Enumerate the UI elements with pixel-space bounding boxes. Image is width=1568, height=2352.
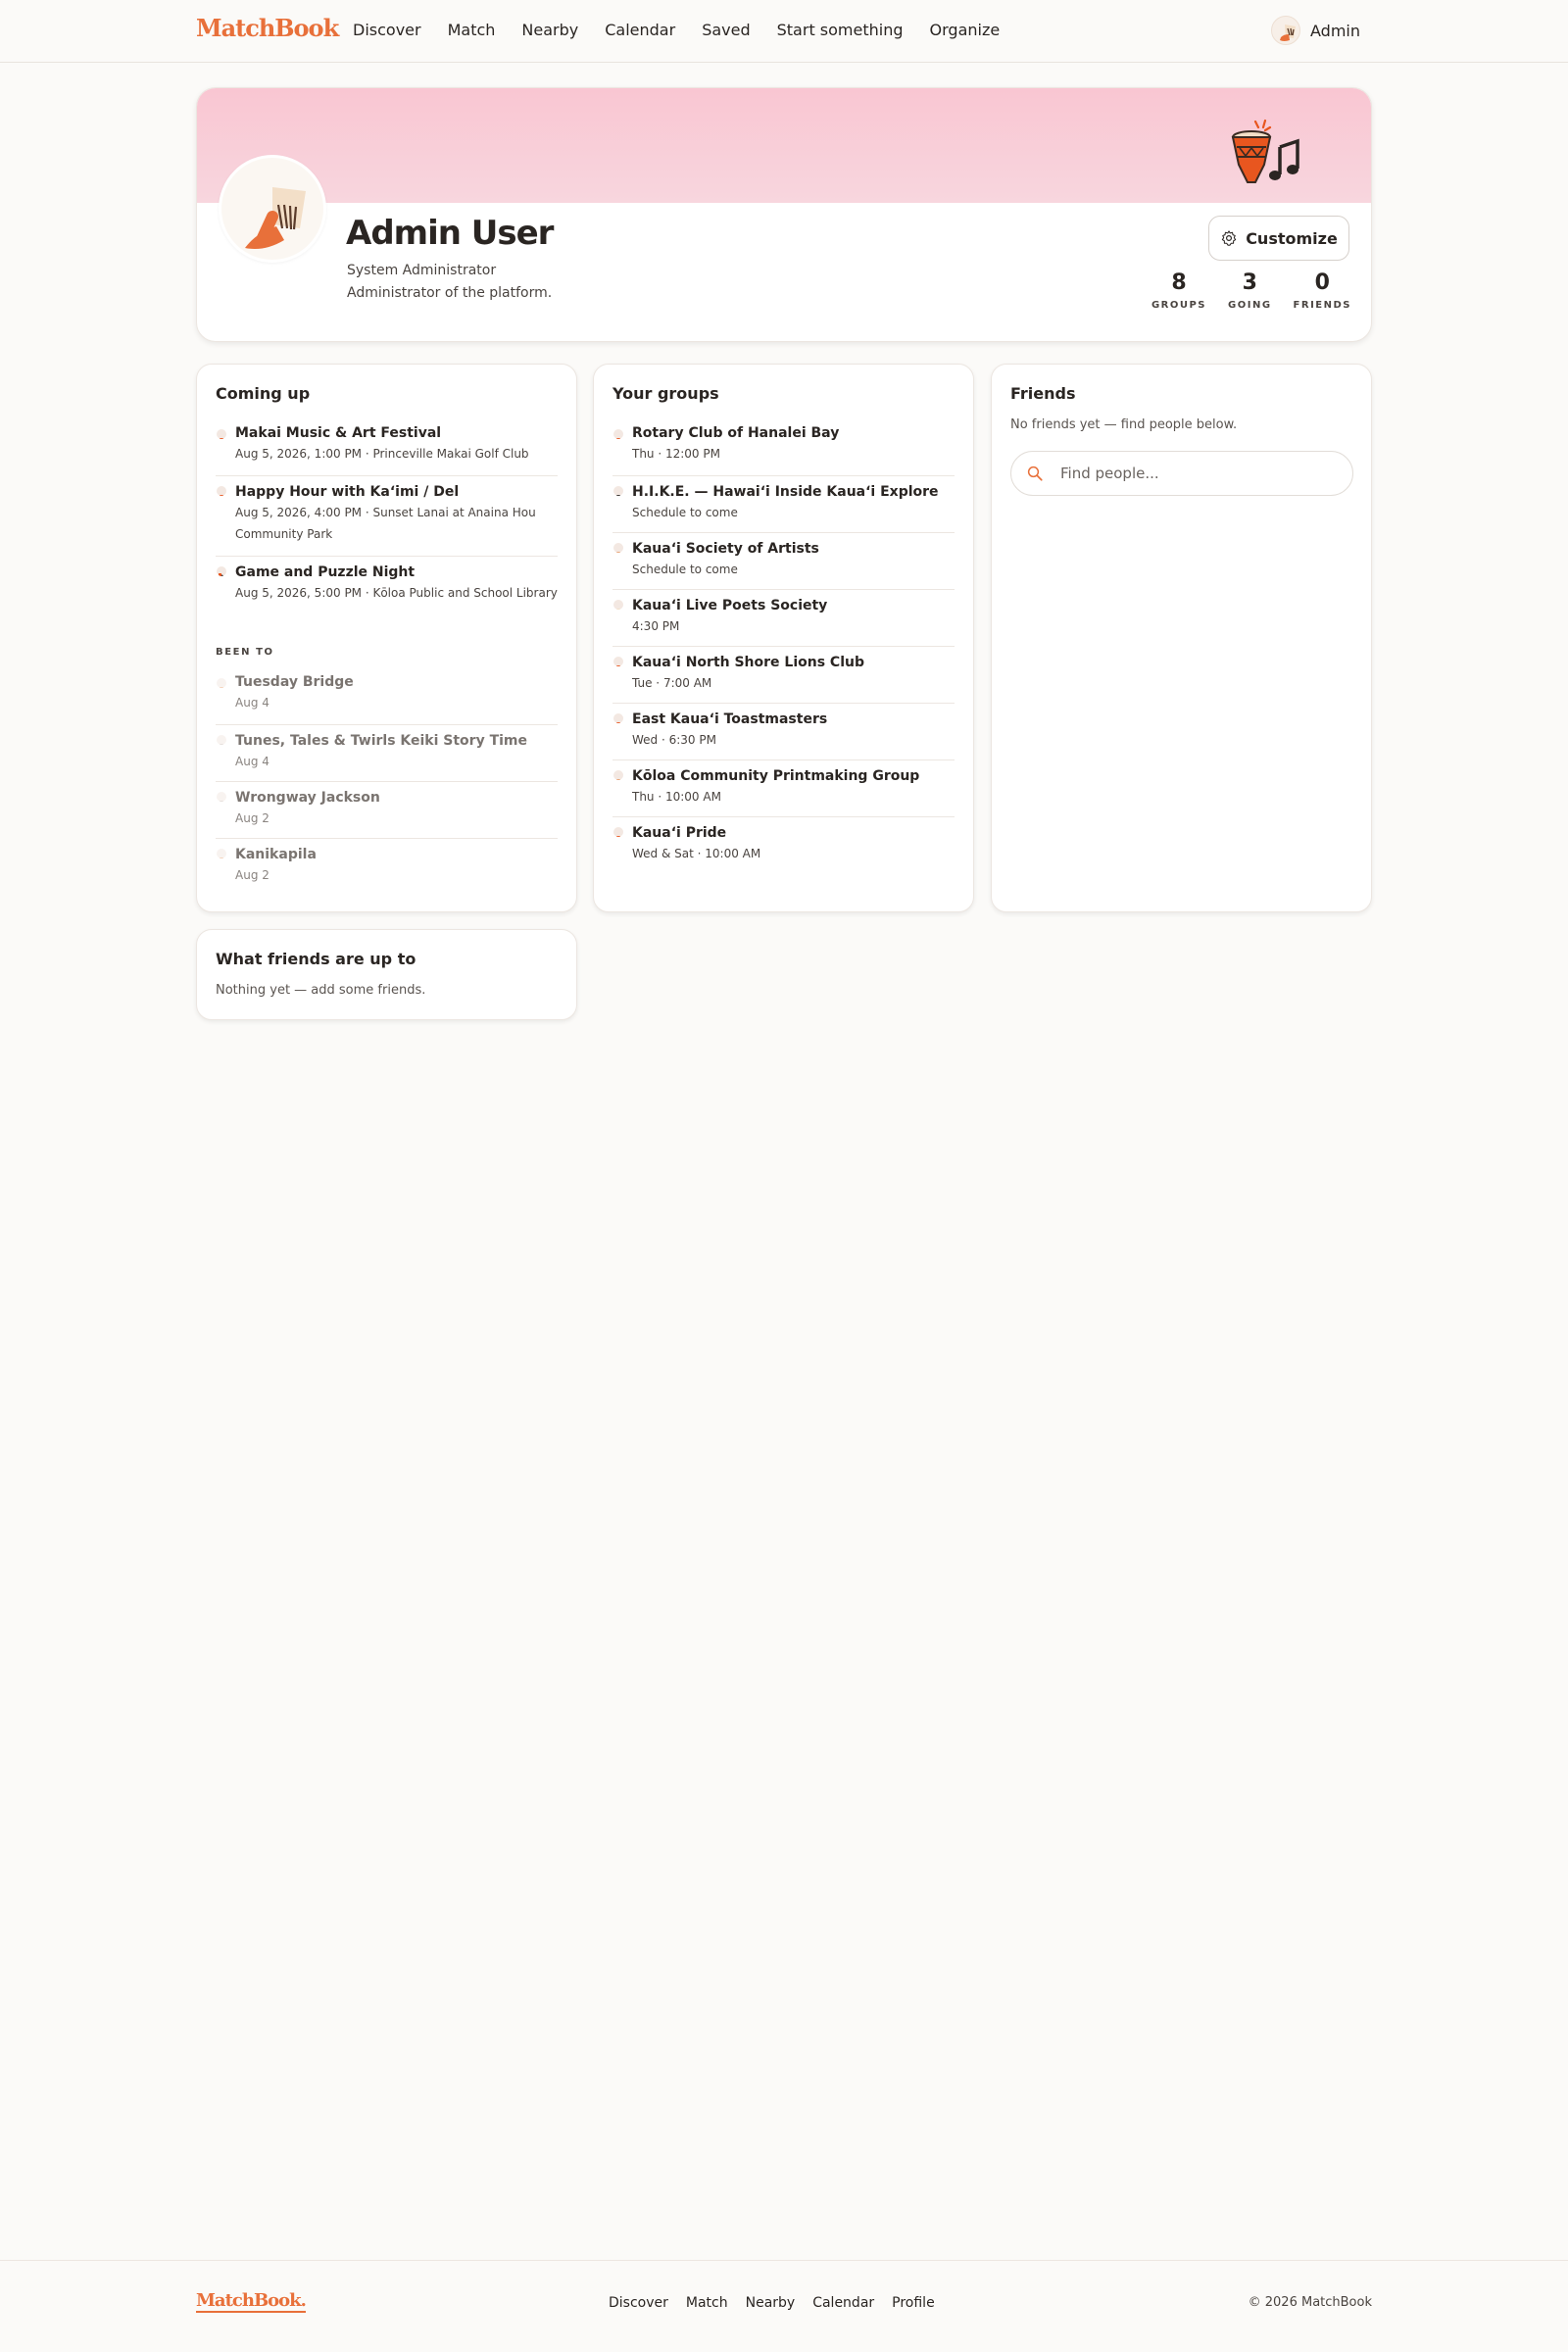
activity-empty-text: Nothing yet — add some friends. bbox=[216, 983, 426, 998]
brand-logo[interactable]: MatchBook bbox=[196, 14, 339, 42]
item-sub: Aug 2 bbox=[235, 868, 270, 882]
stat-going[interactable] bbox=[1228, 270, 1272, 311]
profile-bio: Administrator of the platform. bbox=[347, 285, 553, 301]
nav-link-organize[interactable]: Organize bbox=[929, 21, 1001, 39]
user-name: Admin bbox=[1310, 21, 1360, 40]
item-title: Kanikapila bbox=[235, 847, 317, 862]
paintbrush-icon bbox=[1272, 17, 1300, 45]
find-people-field[interactable] bbox=[1010, 451, 1353, 496]
list-item[interactable] bbox=[612, 704, 955, 760]
list-item[interactable] bbox=[612, 817, 955, 874]
panel-title: Coming up bbox=[216, 384, 311, 403]
footer-logo[interactable]: MatchBook. bbox=[196, 2290, 306, 2311]
stat-value: 0 bbox=[1314, 270, 1330, 295]
group-thumb-icon bbox=[613, 486, 623, 496]
stat-label: GROUPS bbox=[1151, 300, 1207, 311]
item-sub: Schedule to come bbox=[632, 563, 738, 576]
top-nav bbox=[0, 0, 1568, 63]
upcoming-list bbox=[216, 419, 558, 637]
panel-title: What friends are up to bbox=[216, 950, 416, 968]
profile-name: Admin User bbox=[346, 214, 554, 253]
nav-link-saved[interactable]: Saved bbox=[702, 21, 751, 39]
list-item[interactable] bbox=[612, 476, 955, 533]
item-title: Kauaʻi Live Poets Society bbox=[632, 598, 828, 613]
item-sub: Aug 5, 2026, 1:00 PM · Princeville Makai Golf Club bbox=[235, 447, 529, 461]
list-item[interactable] bbox=[216, 557, 558, 637]
been-to-label: BEEN TO bbox=[216, 647, 274, 658]
profile-role: System Administrator bbox=[347, 263, 497, 278]
stat-value: 8 bbox=[1171, 270, 1187, 295]
user-avatar bbox=[1271, 16, 1300, 45]
list-item[interactable] bbox=[216, 782, 558, 839]
footer-link-nearby[interactable]: Nearby bbox=[745, 2295, 796, 2311]
item-sub: Aug 5, 2026, 4:00 PM · Sunset Lanai at Anaina Hou Community Park bbox=[235, 506, 536, 541]
footer-link-calendar[interactable]: Calendar bbox=[812, 2295, 875, 2311]
item-title: East Kauaʻi Toastmasters bbox=[632, 711, 828, 727]
coming-up-panel bbox=[196, 364, 577, 912]
footer bbox=[0, 2260, 1568, 2352]
nav-link-discover[interactable]: Discover bbox=[353, 21, 421, 39]
past-list bbox=[216, 668, 558, 896]
nav-link-match[interactable]: Match bbox=[447, 21, 496, 39]
list-item[interactable] bbox=[216, 419, 558, 476]
footer-link-discover[interactable]: Discover bbox=[609, 2295, 668, 2311]
stat-value: 3 bbox=[1242, 270, 1257, 295]
item-sub: Aug 5, 2026, 5:00 PM · Kōloa Public and School Library bbox=[235, 586, 558, 600]
stat-label: FRIENDS bbox=[1293, 300, 1351, 311]
groups-list bbox=[612, 419, 955, 874]
friends-activity-panel bbox=[196, 929, 577, 1020]
list-item[interactable] bbox=[612, 590, 955, 647]
item-title: Wrongway Jackson bbox=[235, 790, 380, 806]
item-title: Kauaʻi Pride bbox=[632, 825, 727, 841]
event-thumb-icon bbox=[217, 849, 226, 858]
stat-label: GOING bbox=[1228, 300, 1272, 311]
find-people-input[interactable] bbox=[1060, 462, 1335, 485]
item-title: Tuesday Bridge bbox=[235, 674, 354, 690]
item-sub: Aug 4 bbox=[235, 696, 270, 710]
item-sub: Schedule to come bbox=[632, 506, 738, 519]
gear-icon bbox=[1220, 229, 1238, 247]
list-item[interactable] bbox=[216, 476, 558, 557]
group-thumb-icon bbox=[613, 657, 623, 666]
panel-title: Friends bbox=[1010, 384, 1076, 403]
item-sub: Thu · 10:00 AM bbox=[632, 790, 721, 804]
item-title: Happy Hour with Kaʻimi / Del bbox=[235, 484, 460, 500]
groups-panel bbox=[593, 364, 974, 912]
item-title: Tunes, Tales & Twirls Keiki Story Time bbox=[235, 733, 528, 749]
list-item[interactable] bbox=[216, 839, 558, 896]
item-title: Rotary Club of Hanalei Bay bbox=[632, 425, 840, 441]
event-thumb-icon bbox=[217, 566, 226, 576]
stat-friends[interactable] bbox=[1294, 270, 1351, 311]
event-thumb-icon bbox=[217, 792, 226, 802]
customize-button[interactable] bbox=[1208, 216, 1349, 261]
friends-empty-text: No friends yet — find people below. bbox=[1010, 417, 1238, 432]
item-sub: Aug 2 bbox=[235, 811, 270, 825]
item-sub: 4:30 PM bbox=[632, 619, 680, 633]
item-sub: Tue · 7:00 AM bbox=[632, 676, 712, 690]
footer-links bbox=[609, 2295, 935, 2311]
panel-title: Your groups bbox=[612, 384, 719, 403]
user-menu[interactable] bbox=[1271, 16, 1360, 45]
drum-music-icon bbox=[1226, 118, 1304, 188]
friends-panel bbox=[991, 364, 1372, 912]
event-thumb-icon bbox=[217, 486, 226, 496]
profile-stats bbox=[1152, 270, 1351, 311]
event-thumb-icon bbox=[217, 678, 226, 688]
list-item[interactable] bbox=[612, 419, 955, 476]
list-item[interactable] bbox=[216, 668, 558, 725]
list-item[interactable] bbox=[612, 533, 955, 590]
nav-link-calendar[interactable]: Calendar bbox=[605, 21, 676, 39]
group-thumb-icon bbox=[613, 543, 623, 553]
profile-avatar[interactable] bbox=[219, 155, 326, 263]
event-thumb-icon bbox=[217, 429, 226, 439]
item-title: Makai Music & Art Festival bbox=[235, 425, 442, 441]
list-item[interactable] bbox=[612, 647, 955, 704]
search-icon bbox=[1026, 465, 1044, 482]
item-sub: Thu · 12:00 PM bbox=[632, 447, 720, 461]
item-title: Game and Puzzle Night bbox=[235, 564, 416, 580]
nav-link-nearby[interactable]: Nearby bbox=[521, 21, 579, 39]
item-title: Kauaʻi North Shore Lions Club bbox=[632, 655, 864, 670]
customize-label: Customize bbox=[1246, 228, 1338, 248]
copyright: © 2026 MatchBook bbox=[1248, 2295, 1372, 2310]
group-thumb-icon bbox=[613, 827, 623, 837]
item-sub: Aug 4 bbox=[235, 755, 270, 768]
item-title: Kōloa Community Printmaking Group bbox=[632, 768, 920, 784]
item-sub: Wed & Sat · 10:00 AM bbox=[632, 847, 761, 860]
group-thumb-icon bbox=[613, 429, 623, 439]
group-thumb-icon bbox=[613, 770, 623, 780]
list-item[interactable] bbox=[612, 760, 955, 817]
nav-links bbox=[353, 21, 1000, 39]
item-sub: Wed · 6:30 PM bbox=[632, 733, 716, 747]
stat-groups[interactable] bbox=[1152, 270, 1206, 311]
profile-banner bbox=[197, 88, 1371, 203]
item-title: H.I.K.E. — Hawaiʻi Inside Kauaʻi Explore bbox=[632, 484, 939, 500]
group-thumb-icon bbox=[613, 713, 623, 723]
nav-link-start-something[interactable]: Start something bbox=[776, 21, 904, 39]
footer-link-match[interactable]: Match bbox=[685, 2295, 728, 2311]
footer-link-profile[interactable]: Profile bbox=[892, 2295, 935, 2311]
list-item[interactable] bbox=[216, 725, 558, 782]
item-title: Kauaʻi Society of Artists bbox=[632, 541, 819, 557]
paintbrush-icon bbox=[221, 158, 323, 260]
group-thumb-icon bbox=[613, 600, 623, 610]
event-thumb-icon bbox=[217, 735, 226, 745]
profile-card bbox=[196, 87, 1372, 342]
